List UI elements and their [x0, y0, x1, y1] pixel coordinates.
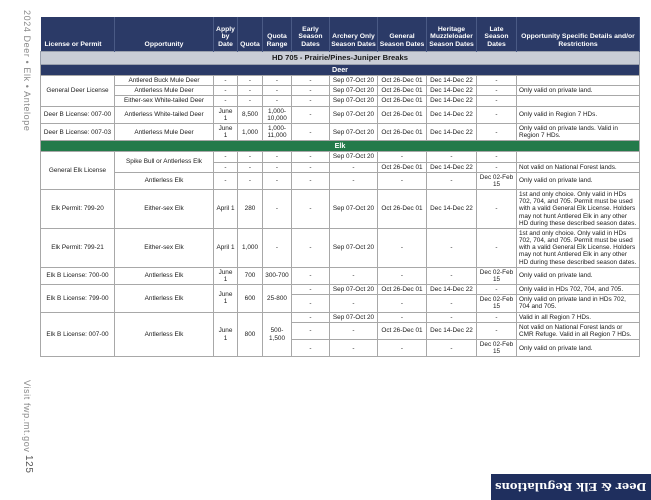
license-cell: Elk B License: 700-00 — [41, 267, 115, 284]
general-cell: - — [378, 340, 427, 357]
quota-cell: 280 — [238, 190, 263, 229]
col-early: Early Season Dates — [292, 17, 330, 51]
table-row — [41, 285, 640, 295]
opportunity-cell: Antlerless White-tailed Deer — [115, 106, 214, 123]
general-cell: - — [378, 312, 427, 322]
general-cell: - — [378, 267, 427, 284]
apply-cell: April 1 — [214, 190, 238, 229]
license-cell: General Elk License — [41, 152, 115, 190]
range-cell: - — [263, 228, 292, 267]
apply-cell: June 1 — [214, 106, 238, 123]
quota-cell: 8,500 — [238, 106, 263, 123]
notes-cell: Only valid in HDs 702, 704, and 705. — [517, 285, 640, 295]
archery-cell: - — [330, 295, 378, 312]
table-row — [41, 172, 640, 189]
general-cell: Oct 26-Dec 01 — [378, 190, 427, 229]
quota-cell: - — [238, 96, 263, 106]
general-cell: Oct 26-Dec 01 — [378, 285, 427, 295]
license-cell: Elk B License: 799-00 — [41, 285, 115, 313]
general-cell: Oct 26-Dec 01 — [378, 76, 427, 86]
early-cell: - — [292, 172, 330, 189]
late-cell: - — [477, 285, 517, 295]
early-cell: - — [292, 228, 330, 267]
archery-cell: Sep 07-Oct 20 — [330, 312, 378, 322]
license-cell: Elk Permit: 799-20 — [41, 190, 115, 229]
archery-cell: Sep 07-Oct 20 — [330, 285, 378, 295]
archery-cell: Sep 07-Oct 20 — [330, 96, 378, 106]
table-row — [41, 106, 640, 123]
apply-cell: - — [214, 172, 238, 189]
license-cell: Deer B License: 007-00 — [41, 106, 115, 123]
notes-cell: Not valid on National Forest lands. — [517, 162, 640, 172]
archery-cell: - — [330, 162, 378, 172]
species-label: Deer — [41, 65, 640, 76]
col-opportunity: Opportunity — [115, 17, 214, 51]
col-archery: Archery Only Season Dates — [330, 17, 378, 51]
range-cell: 500-1,500 — [263, 312, 292, 357]
table-row — [41, 123, 640, 140]
notes-cell — [517, 76, 640, 86]
apply-cell: June 1 — [214, 285, 238, 313]
range-cell: - — [263, 96, 292, 106]
notes-cell: Only valid in Region 7 HDs. — [517, 106, 640, 123]
early-cell: - — [292, 322, 330, 339]
opportunity-cell: Either-sex Elk — [115, 190, 214, 229]
general-cell: Oct 26-Dec 01 — [378, 322, 427, 339]
opportunity-cell: Antlerless Mule Deer — [115, 123, 214, 140]
opportunity-cell: Antlerless Mule Deer — [115, 86, 214, 96]
header-row — [41, 17, 640, 51]
range-cell: - — [263, 162, 292, 172]
quota-cell: 1,000 — [238, 228, 263, 267]
species-row-deer — [41, 65, 640, 76]
notes-cell — [517, 96, 640, 106]
early-cell: - — [292, 76, 330, 86]
early-cell: - — [292, 267, 330, 284]
range-cell: 1,000-10,000 — [263, 106, 292, 123]
species-label: Elk — [41, 141, 640, 152]
general-cell: Oct 26-Dec 01 — [378, 162, 427, 172]
table-row — [41, 76, 640, 86]
late-cell: - — [477, 106, 517, 123]
notes-cell — [517, 152, 640, 162]
col-late: Late Season Dates — [477, 17, 517, 51]
heritage-cell: - — [427, 228, 477, 267]
notes-cell: Only valid on private land. — [517, 340, 640, 357]
range-cell: - — [263, 86, 292, 96]
general-cell: Oct 26-Dec 01 — [378, 106, 427, 123]
early-cell: - — [292, 152, 330, 162]
archery-cell: Sep 07-Oct 20 — [330, 190, 378, 229]
notes-cell: Not valid on National Forest lands or CMR Refuge. Valid in all Region 7 HDs. — [517, 322, 640, 339]
early-cell: - — [292, 96, 330, 106]
late-cell: - — [477, 123, 517, 140]
opportunity-cell: Antlerless Elk — [115, 172, 214, 189]
range-cell: 300-700 — [263, 267, 292, 284]
apply-cell: - — [214, 152, 238, 162]
opportunity-cell: Either-sex Elk — [115, 228, 214, 267]
late-cell: - — [477, 96, 517, 106]
page-number: 125 — [23, 455, 34, 474]
notes-cell: Valid in all Region 7 HDs. — [517, 312, 640, 322]
early-cell: - — [292, 285, 330, 295]
early-cell: - — [292, 162, 330, 172]
col-general: General Season Dates — [378, 17, 427, 51]
range-cell: - — [263, 190, 292, 229]
opportunity-cell: Spike Bull or Antlerless Elk — [115, 152, 214, 172]
opportunity-cell: Antlerless Elk — [115, 312, 214, 357]
range-cell: 25-800 — [263, 285, 292, 313]
table-row — [41, 96, 640, 106]
range-cell: - — [263, 172, 292, 189]
quota-cell: - — [238, 76, 263, 86]
general-cell: - — [378, 172, 427, 189]
archery-cell: - — [330, 267, 378, 284]
notes-cell: Only valid on private land in HDs 702, 704 and 705. — [517, 295, 640, 312]
opportunity-cell: Antlered Buck Mule Deer — [115, 76, 214, 86]
late-cell: - — [477, 152, 517, 162]
late-cell: - — [477, 86, 517, 96]
general-cell: Oct 26-Dec 01 — [378, 123, 427, 140]
notes-cell: Only valid on private land. — [517, 86, 640, 96]
heritage-cell: Dec 14-Dec 22 — [427, 86, 477, 96]
archery-cell: - — [330, 172, 378, 189]
apply-cell: June 1 — [214, 267, 238, 284]
apply-cell: June 1 — [214, 312, 238, 357]
regulations-table — [40, 17, 640, 357]
opportunity-cell: Either-sex White-tailed Deer — [115, 96, 214, 106]
heritage-cell: Dec 14-Dec 22 — [427, 96, 477, 106]
early-cell: - — [292, 312, 330, 322]
archery-cell: - — [330, 340, 378, 357]
general-cell: Oct 26-Dec 01 — [378, 86, 427, 96]
archery-cell: Sep 07-Oct 20 — [330, 123, 378, 140]
heritage-cell: Dec 14-Dec 22 — [427, 285, 477, 295]
hunting-district-row — [41, 51, 640, 65]
apply-cell: - — [214, 76, 238, 86]
late-cell: - — [477, 322, 517, 339]
table-row — [41, 312, 640, 322]
table-row — [41, 228, 640, 267]
table-row — [41, 267, 640, 284]
col-specific: Opportunity Specific Details and/or Restrictions — [517, 17, 640, 51]
heritage-cell: - — [427, 152, 477, 162]
early-cell: - — [292, 190, 330, 229]
license-cell: Elk Permit: 799-21 — [41, 228, 115, 267]
quota-cell: 1,000 — [238, 123, 263, 140]
apply-cell: - — [214, 162, 238, 172]
heritage-cell: Dec 14-Dec 22 — [427, 322, 477, 339]
archery-cell: Sep 07-Oct 20 — [330, 228, 378, 267]
early-cell: - — [292, 340, 330, 357]
heritage-cell: Dec 14-Dec 22 — [427, 76, 477, 86]
general-cell: - — [378, 228, 427, 267]
quota-cell: 800 — [238, 312, 263, 357]
early-cell: - — [292, 295, 330, 312]
heritage-cell: - — [427, 340, 477, 357]
heritage-cell: - — [427, 172, 477, 189]
side-url: Visit fwp.mt.gov — [22, 380, 32, 453]
apply-cell: April 1 — [214, 228, 238, 267]
late-cell: - — [477, 228, 517, 267]
range-cell: 1,000-11,000 — [263, 123, 292, 140]
regulations-table-wrap — [40, 17, 639, 357]
col-heritage: Heritage Muzzleloader Season Dates — [427, 17, 477, 51]
apply-cell: - — [214, 96, 238, 106]
heritage-cell: - — [427, 312, 477, 322]
early-cell: - — [292, 123, 330, 140]
archery-cell: - — [330, 322, 378, 339]
archery-cell: Sep 07-Oct 20 — [330, 76, 378, 86]
quota-cell: - — [238, 86, 263, 96]
heritage-cell: Dec 14-Dec 22 — [427, 106, 477, 123]
archery-cell: Sep 07-Oct 20 — [330, 106, 378, 123]
heritage-cell: Dec 14-Dec 22 — [427, 162, 477, 172]
archery-cell: Sep 07-Oct 20 — [330, 152, 378, 162]
hunting-district-title: HD 705 - Prairie/Pines-Juniper Breaks — [41, 51, 640, 65]
heritage-cell: - — [427, 267, 477, 284]
col-quota-range: Quota Range — [263, 17, 292, 51]
license-cell: General Deer License — [41, 76, 115, 107]
opportunity-cell: Antlerless Elk — [115, 285, 214, 313]
late-cell: - — [477, 190, 517, 229]
license-cell: Elk B License: 007-00 — [41, 312, 115, 357]
heritage-cell: - — [427, 295, 477, 312]
early-cell: - — [292, 106, 330, 123]
table-row — [41, 190, 640, 229]
side-title: 2024 Deer • Elk • Antelope — [22, 10, 32, 132]
quota-cell: - — [238, 152, 263, 162]
quota-cell: 700 — [238, 267, 263, 284]
heritage-cell: Dec 14-Dec 22 — [427, 123, 477, 140]
species-row-elk — [41, 141, 640, 152]
late-cell: - — [477, 76, 517, 86]
notes-cell: Only valid on private land. — [517, 172, 640, 189]
section-banner: Deer & Elk Regulations — [491, 474, 651, 500]
heritage-cell: Dec 14-Dec 22 — [427, 190, 477, 229]
quota-cell: - — [238, 162, 263, 172]
apply-cell: June 1 — [214, 123, 238, 140]
general-cell: Oct 26-Dec 01 — [378, 96, 427, 106]
late-cell: - — [477, 312, 517, 322]
archery-cell: Sep 07-Oct 20 — [330, 86, 378, 96]
notes-cell: 1st and only choice. Only valid in HDs 702, 704, and 705. Permit must be used with a valid General Elk License. Holders may not hunt Antlered Elk in any other HD during these described season dates. — [517, 190, 640, 229]
col-quota: Quota — [238, 17, 263, 51]
col-apply: Apply by Date — [214, 17, 238, 51]
late-cell: Dec 02-Feb 15 — [477, 295, 517, 312]
license-cell: Deer B License: 007-03 — [41, 123, 115, 140]
quota-cell: 600 — [238, 285, 263, 313]
apply-cell: - — [214, 86, 238, 96]
opportunity-cell: Antlerless Elk — [115, 267, 214, 284]
notes-cell: Only valid on private lands. Valid in Region 7 HDs. — [517, 123, 640, 140]
late-cell: - — [477, 162, 517, 172]
late-cell: Dec 02-Feb 15 — [477, 267, 517, 284]
col-license: License or Permit — [41, 17, 115, 51]
notes-cell: Only valid on private land. — [517, 267, 640, 284]
table-row — [41, 152, 640, 162]
notes-cell: 1st and only choice. Only valid in HDs 702, 704, and 705. Permit must be used with a valid General Elk License. Holders may not hunt Antlered Elk in any other HD during these described season dates. — [517, 228, 640, 267]
table-row — [41, 86, 640, 96]
general-cell: - — [378, 295, 427, 312]
late-cell: Dec 02-Feb 15 — [477, 340, 517, 357]
range-cell: - — [263, 76, 292, 86]
quota-cell: - — [238, 172, 263, 189]
general-cell: - — [378, 152, 427, 162]
range-cell: - — [263, 152, 292, 162]
late-cell: Dec 02-Feb 15 — [477, 172, 517, 189]
early-cell: - — [292, 86, 330, 96]
